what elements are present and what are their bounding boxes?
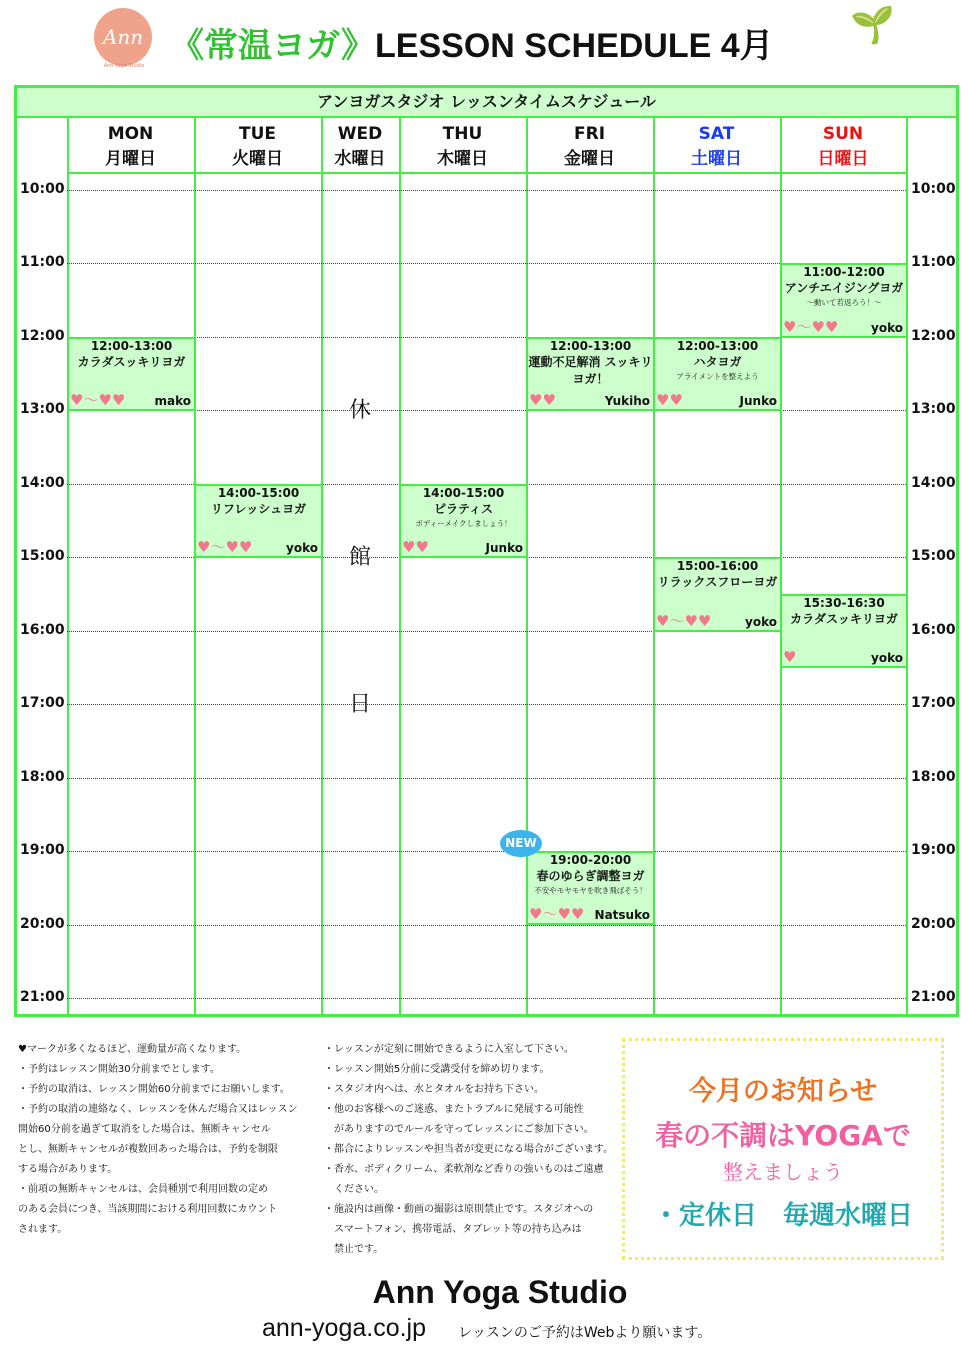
lesson-time: 15:00-16:00 [676, 559, 759, 574]
rule-line: ・香水、ボディクリーム、柔軟剤など香りの強いものはご遠慮 [324, 1164, 604, 1175]
day-en: WED [337, 124, 383, 144]
lesson-subtitle: ボディーメイクしましょう！ [415, 518, 512, 528]
hour-label-right: 16:00 [911, 621, 956, 638]
day-jp: 月曜日 [105, 149, 156, 169]
lesson-footer [196, 539, 321, 556]
rules-right [324, 1040, 613, 1260]
day-en: MON [107, 124, 154, 144]
hour-label-right: 12:00 [911, 327, 956, 344]
rule-line: ・予約の取消は、レッスン開始60分前までにお願いします。 [18, 1084, 290, 1095]
hour-label-left: 12:00 [20, 327, 65, 344]
lesson-name: カラダスッキリヨガ [77, 354, 186, 369]
day-jp: 火曜日 [232, 149, 283, 169]
lesson-subtitle: アライメントを整えよう [676, 371, 759, 381]
rule-line: ・他のお客様へのご迷惑、またトラブルに発展する可能性 [324, 1104, 584, 1115]
day-en: SAT [698, 124, 735, 144]
lesson-subtitle: ～動いて若返ろう！～ [806, 298, 882, 308]
lesson-name: ピラティス [433, 501, 494, 516]
hour-label-left: 11:00 [20, 254, 65, 271]
rule-line: とし、無断キャンセルが複数回あった場合は、予約を制限 [18, 1144, 278, 1155]
rule-line: ・スタジオ内へは、水とタオルをお持ち下さい。 [324, 1084, 544, 1095]
day-jp: 日曜日 [817, 149, 869, 169]
studio-logo: Ann [94, 8, 152, 66]
rule-line: ください。 [324, 1184, 384, 1195]
intensity-hearts-icon: ♥♥ [402, 538, 429, 557]
booking-note: レッスンのご予約はWebより願います。 [458, 1325, 712, 1341]
lesson-name: ハタヨガ [693, 354, 742, 369]
lesson-footer [528, 392, 653, 409]
lesson-time: 14:00-15:00 [422, 485, 505, 500]
intensity-hearts-icon: ♥～♥♥ [197, 538, 253, 557]
lesson-subtitle: 不安やモヤモヤを吹き飛ばそう！ [534, 886, 647, 896]
intensity-hearts-icon: ♥～♥♥ [783, 317, 839, 336]
hour-label-left: 19:00 [20, 842, 65, 859]
hour-label-right: 15:00 [911, 548, 956, 565]
lesson-footer [655, 392, 780, 409]
notice-title: 今月のお知らせ [688, 1076, 878, 1107]
closed-label: 日 [348, 692, 371, 717]
lesson-time: 11:00-12:00 [803, 265, 885, 280]
lesson-footer [528, 906, 653, 923]
lesson-block [526, 851, 655, 925]
lesson-time: 12:00-13:00 [676, 338, 759, 353]
lesson-time: 12:00-13:00 [90, 338, 173, 353]
day-header [780, 122, 906, 172]
monthly-notice [622, 1038, 944, 1260]
hour-label-right: 18:00 [911, 768, 956, 785]
new-badge: NEW [500, 830, 542, 857]
schedule-caption: アンヨガスタジオ レッスンタイムスケジュール [17, 88, 956, 118]
instructor-name: Junko [739, 394, 777, 409]
studio-name: Ann Yoga Studio [372, 1274, 628, 1310]
instructor-name: Yukiho [604, 394, 650, 409]
rule-line: スマートフォン、携帯電話、タブレット等の持ち込みは [324, 1224, 582, 1235]
hour-label-left: 20:00 [20, 915, 65, 932]
rule-line: ♥マークが多くなるほど、運動量が高くなります。 [18, 1044, 247, 1055]
logo-subtitle: Ann Yoga Studio [103, 63, 145, 69]
header-divider [67, 172, 906, 174]
hour-label-right: 14:00 [911, 474, 956, 491]
notice-line1: 春の不調はYOGAで [655, 1119, 911, 1152]
hour-label-left: 10:00 [20, 181, 65, 197]
horsetail-icon: 🌱 [850, 5, 895, 46]
hour-label-left: 18:00 [20, 768, 65, 785]
lesson-block [653, 337, 782, 411]
hour-line [67, 998, 906, 999]
day-jp: 金曜日 [564, 149, 615, 169]
rule-line: ・予約の取消の連絡なく、レッスンを休んだ場合又はレッスン [18, 1104, 298, 1115]
hour-line [67, 778, 906, 779]
instructor-name: yoko [745, 614, 777, 629]
day-jp: 木曜日 [437, 149, 488, 169]
rule-line: ・予約はレッスン開始30分前までとします。 [18, 1064, 220, 1075]
hour-label-left: 21:00 [20, 988, 65, 1005]
title-green: 《常温ヨガ》 [170, 27, 376, 65]
rule-line: 開始60分前を過ぎて取消をした場合は、無断キャンセル [18, 1124, 271, 1135]
hour-line [67, 190, 906, 191]
instructor-name: yoko [286, 541, 318, 556]
notice-line2: 整えましょう [723, 1160, 843, 1184]
closed-label: 休 [348, 398, 371, 423]
column-divider [67, 118, 69, 1014]
website-url[interactable]: ann-yoga.co.jp [262, 1314, 427, 1342]
lesson-footer [69, 392, 194, 409]
hour-label-right: 21:00 [911, 988, 956, 1005]
lesson-footer [401, 539, 526, 556]
hour-label-right: 17:00 [911, 695, 956, 712]
rule-line: 禁止です。 [324, 1244, 384, 1255]
day-header [526, 122, 653, 172]
lesson-name: 運動不足解消 スッキリヨガ！ [528, 354, 653, 386]
hour-label-left: 16:00 [20, 621, 65, 638]
day-en: FRI [573, 124, 606, 144]
intensity-hearts-icon: ♥♥ [529, 391, 556, 410]
notice-closed-day: ・定休日 毎週水曜日 [652, 1201, 913, 1231]
lesson-block [780, 594, 908, 668]
closed-label: 館 [348, 545, 371, 570]
schedule-table [14, 85, 959, 1017]
lesson-footer [782, 649, 906, 666]
instructor-name: yoko [871, 651, 903, 666]
lesson-block [194, 484, 323, 558]
day-jp: 水曜日 [334, 149, 386, 169]
hour-line [67, 851, 906, 852]
lesson-time: 14:00-15:00 [217, 485, 300, 500]
lesson-time: 19:00-20:00 [549, 853, 632, 868]
column-divider [194, 118, 196, 1014]
rule-line: ・レッスンが定刻に開始できるように入室して下さい。 [324, 1044, 574, 1055]
lesson-block [399, 484, 528, 558]
rule-line: ・都合によりレッスンや担当者が変更になる場合がございます。 [324, 1144, 614, 1155]
hour-label-left: 13:00 [20, 401, 65, 418]
day-header [653, 122, 780, 172]
intensity-hearts-icon: ♥～♥♥ [70, 391, 126, 410]
rule-line: ・レッスン開始5分前に受講受付を締め切ります。 [324, 1064, 550, 1075]
rule-line: ・施設内は画像・動画の撮影は原則禁止です。スタジオへの [324, 1204, 594, 1215]
day-header [321, 122, 399, 172]
lesson-footer [782, 319, 906, 336]
day-en: TUE [238, 124, 276, 144]
day-jp: 土曜日 [691, 149, 742, 169]
lesson-name: アンチエイジングヨガ [784, 281, 904, 296]
intensity-hearts-icon: ♥ [783, 648, 797, 667]
lesson-time: 12:00-13:00 [549, 338, 632, 353]
lesson-name: リラックスフローヨガ [657, 575, 778, 590]
page-title [170, 18, 774, 67]
lesson-name: カラダスッキリヨガ [790, 611, 898, 626]
lesson-block [526, 337, 655, 411]
day-header [399, 122, 526, 172]
hour-line [67, 704, 906, 705]
hour-label-left: 14:00 [20, 474, 65, 491]
lesson-name: リフレッシュヨガ [210, 501, 307, 516]
rule-line: されます。 [18, 1224, 68, 1235]
hour-label-right: 10:00 [911, 181, 956, 197]
instructor-name: yoko [871, 320, 903, 335]
rule-line: がありますのでルールを守ってレッスンにご参加下さい。 [324, 1124, 594, 1135]
intensity-hearts-icon: ♥～♥♥ [529, 905, 585, 924]
intensity-hearts-icon: ♥～♥♥ [656, 611, 712, 630]
day-header [194, 122, 321, 172]
rule-line: する場合があります。 [18, 1164, 118, 1175]
hour-label-left: 17:00 [20, 695, 65, 712]
hour-label-right: 19:00 [911, 842, 956, 859]
lesson-footer [655, 613, 780, 630]
day-en: THU [442, 124, 483, 144]
lesson-block [67, 337, 196, 411]
day-en: SUN [822, 124, 864, 144]
column-divider [906, 118, 908, 1014]
lesson-time: 15:30-16:30 [803, 595, 885, 610]
instructor-name: Junko [485, 541, 523, 556]
hour-line [67, 925, 906, 926]
title-main: LESSON SCHEDULE 4月 [375, 27, 774, 65]
hour-label-left: 15:00 [20, 548, 65, 565]
day-header [67, 122, 194, 172]
lesson-block [653, 557, 782, 631]
column-divider [399, 118, 401, 1014]
rules-left [18, 1040, 298, 1240]
rule-line: ・前項の無断キャンセルは、会員種別で利用回数の定め [18, 1184, 268, 1195]
lesson-block [780, 263, 908, 337]
intensity-hearts-icon: ♥♥ [656, 391, 683, 410]
hour-label-right: 11:00 [911, 254, 956, 271]
instructor-name: Natsuko [594, 908, 650, 923]
lesson-name: 春のゆらぎ調整ヨガ [536, 869, 645, 884]
rule-line: のある会員につき、当該期間における利用回数にカウント [18, 1204, 278, 1215]
instructor-name: mako [154, 394, 191, 409]
hour-label-right: 13:00 [911, 401, 956, 418]
hour-label-right: 20:00 [911, 915, 956, 932]
